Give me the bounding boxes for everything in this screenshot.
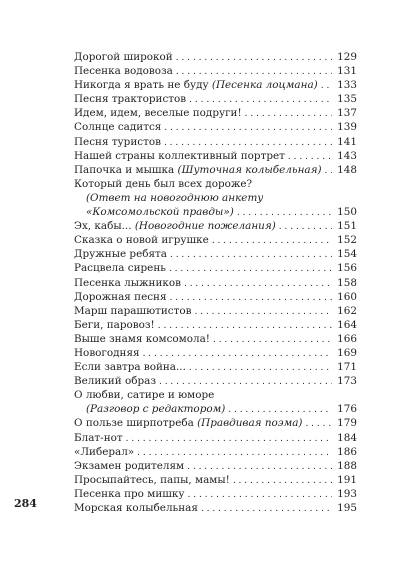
toc-entry: [74, 135, 357, 149]
entry-title: Идем, идем, веселые подруги!: [74, 107, 242, 120]
toc-entry: [74, 163, 357, 177]
entry-note: «Комсомольской правды»): [86, 206, 234, 219]
entry-title: Солнце садится: [74, 121, 162, 134]
dot-leader: [321, 79, 332, 93]
entry-page: 191: [337, 473, 357, 486]
entry-title: Дорогой широкой: [74, 51, 173, 63]
dot-leader: [194, 305, 332, 319]
toc-entry: [74, 50, 357, 64]
entry-note: (Шуточная колыбельная): [177, 163, 322, 176]
dot-leader: [170, 248, 332, 262]
toc-entry: [74, 304, 357, 318]
entry-title: Марш парашютистов: [74, 304, 192, 317]
entry-title: О любви, сатире и юморе: [74, 389, 215, 402]
entry-title: [74, 219, 276, 233]
dot-leader: [213, 333, 332, 347]
entry-title: Новогодняя: [74, 346, 140, 359]
toc-entry: [74, 64, 357, 78]
entry-title: Расцвела сирень: [74, 262, 166, 275]
entry-title: «Либерал»: [74, 445, 135, 458]
entry-page: 158: [337, 276, 357, 289]
entry-title: [74, 416, 302, 430]
dot-leader: [188, 488, 332, 502]
entry-page: 143: [337, 149, 357, 162]
dot-leader: [237, 206, 332, 220]
toc-entry: [74, 431, 357, 445]
dot-leader: [170, 291, 332, 305]
entry-title-text: О пользе ширпотреба: [74, 417, 198, 430]
entry-title: Песня трактористов: [74, 93, 187, 106]
toc-entry: [74, 501, 357, 515]
dot-leader: [158, 319, 332, 333]
entry-page: 139: [337, 121, 357, 134]
entry-title: Песенка водовоза: [74, 65, 173, 78]
entry-page: 148: [337, 163, 357, 176]
entry-title: Песенка про мишку: [74, 487, 185, 500]
dot-leader: [169, 262, 332, 276]
toc-entry: [74, 445, 357, 459]
entry-page: 150: [337, 206, 357, 219]
entry-page: 141: [337, 135, 357, 148]
entry-title: Морская колыбельная: [74, 502, 198, 514]
toc-entry: [74, 487, 357, 501]
dot-leader: [325, 164, 332, 178]
entry-title: Великий образ: [74, 375, 156, 388]
toc-entry: [74, 106, 357, 120]
toc-entry: [74, 219, 357, 233]
entry-title-text: Папочка и мышка: [74, 163, 178, 176]
toc-entry: [74, 290, 357, 304]
entry-title-text: Никогда я врать не буду: [74, 79, 212, 92]
dot-leader: [279, 220, 332, 234]
dot-leader: [233, 474, 332, 488]
entry-title: Дорожная песня: [74, 290, 167, 303]
entry-title: Выше знамя комсомола!: [74, 332, 210, 345]
entry-page: 151: [337, 220, 357, 233]
dot-leader: [164, 121, 332, 135]
toc-entry: [74, 92, 357, 106]
entry-page: 173: [337, 375, 357, 388]
entry-page: 176: [337, 403, 357, 416]
dot-leader: [228, 403, 332, 417]
toc-entry: [74, 388, 357, 416]
dot-leader: [143, 347, 332, 361]
entry-page: 135: [337, 93, 357, 106]
dot-leader: [164, 136, 332, 150]
entry-page: 195: [337, 502, 357, 514]
dot-leader: [159, 375, 332, 389]
entry-page: 156: [337, 262, 357, 275]
entry-title: Нашей страны коллективный портрет: [74, 149, 285, 162]
entry-title: Экзамен родителям: [74, 459, 185, 472]
dot-leader: [245, 107, 332, 121]
toc-entry: [74, 261, 357, 275]
toc-entry: [74, 459, 357, 473]
toc-entry: [74, 473, 357, 487]
entry-page: 166: [337, 332, 357, 345]
entry-title: Дружные ребята: [74, 248, 167, 261]
toc-entry: [74, 78, 357, 92]
entry-page: 193: [337, 487, 357, 500]
entry-title: Который день был всех дороже?: [74, 177, 253, 190]
dot-leader: [201, 502, 332, 516]
toc-entry: [74, 149, 357, 163]
entry-title: Песенка лыжников: [74, 276, 181, 289]
dot-leader: [212, 234, 332, 248]
entry-page: 152: [337, 234, 357, 247]
entry-title: [74, 163, 322, 177]
entry-page: 169: [337, 346, 357, 359]
dot-leader: [189, 361, 332, 375]
entry-title: [74, 78, 318, 92]
dot-leader: [189, 93, 332, 107]
toc-entry: [74, 177, 357, 219]
toc-entry: [74, 318, 357, 332]
dot-leader: [187, 460, 332, 474]
dot-leader: [126, 432, 332, 446]
entry-note: (Разговор с редактором): [86, 403, 226, 416]
entry-title: Беги, паровоз!: [74, 318, 155, 331]
entry-page: 186: [337, 445, 357, 458]
toc-entry: [74, 416, 357, 430]
entry-page: 137: [337, 107, 357, 120]
entry-title-text: Эх, кабы...: [74, 220, 135, 233]
toc-entry: [74, 120, 357, 134]
entry-page: 171: [337, 361, 357, 374]
entry-page: 179: [337, 417, 357, 430]
dot-leader: [176, 65, 332, 79]
entry-title: Песня туристов: [74, 135, 161, 148]
entry-page: 129: [337, 51, 357, 63]
entry-page: 160: [337, 290, 357, 303]
toc-entry: [74, 332, 357, 346]
toc-entry: [74, 276, 357, 290]
entry-note: (Ответ на новогоднюю анкету: [86, 191, 264, 204]
entry-note: (Новогодние пожелания): [134, 220, 276, 233]
entry-page: 154: [337, 248, 357, 261]
entry-note: (Песенка лоцмана): [211, 79, 318, 92]
toc-entry: [74, 247, 357, 261]
toc-entry: [74, 360, 357, 374]
dot-leader: [137, 446, 332, 460]
entry-page: 162: [337, 304, 357, 317]
entry-page: 188: [337, 459, 357, 472]
entry-page: 131: [337, 65, 357, 78]
toc-entry: [74, 233, 357, 247]
dot-leader: [288, 150, 332, 164]
entry-page: 184: [337, 431, 357, 444]
dot-leader: [184, 277, 332, 291]
entry-page: 164: [337, 318, 357, 331]
dot-leader: [176, 51, 332, 65]
entry-page: 133: [337, 79, 357, 92]
entry-title: Просыпайтесь, папы, мамы!: [74, 473, 230, 486]
toc-entry: [74, 346, 357, 360]
toc-entry: [74, 374, 357, 388]
entry-note: (Правдивая поэма): [197, 417, 303, 430]
entry-title: Блат-нот: [74, 431, 123, 444]
entry-title: Если завтра война...: [74, 361, 186, 374]
dot-leader: [305, 417, 332, 431]
table-of-contents: [74, 50, 357, 515]
page-number: 284: [14, 497, 37, 510]
entry-title: Сказка о новой игрушке: [74, 234, 209, 247]
